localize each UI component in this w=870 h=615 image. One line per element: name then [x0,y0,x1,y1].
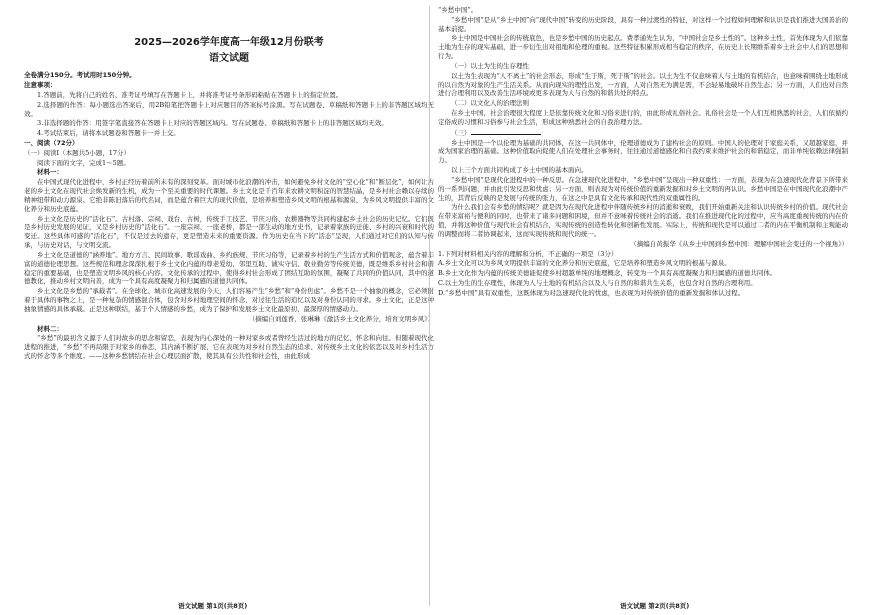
note-item: 3.非选择题的作答：用签字笔直接答在答题卡上对应的答题区域内。写在试题卷、草稿纸和答题卡上的非答题区域均无效。 [37,119,388,128]
reading-instruction: 阅读下面的文字，完成1～5题。 [37,158,130,167]
material-source: （摘编自刘莲香、张琳琳《激活乡土文化养分，培育文明乡风》） [248,314,434,323]
question-stem: 1.下列对材料相关内容的理解和分析，不正确的一项是（3分） [438,249,618,258]
material-paragraph: “乡愁中国”是从“乡土中国”向“现代中国”转变的历史阶段，具有一种过渡性的特征，对这样一个过程如何理解和认识是我们推进大国善治的基本前提。 [438,15,848,33]
question-option: B.乡土文化作为内蕴的传统美德能促使乡村超越单纯的地理概念，转变为一个具有高度凝聚力和归属感的道德共同体。 [438,269,777,278]
material-paragraph: 在乡土中国，社会治理很大程度上是依靠传统文化和习俗来进行的，由此形成礼俗社会。礼俗社会是一个人们互相熟悉的社会，人们依循约定俗成的习惯和习俗参与社会生活，形成这种熟悉社会的自我治理方法。 [438,109,848,126]
page-divider [429,6,430,606]
question-option: D.“乡愁中国”具有双重性，这既体现为对急速现代化的忧虑，也表现为对传统价值的重新发掘和体认过程。 [438,288,745,297]
exam-title: 2025—2026学年度高一年级12月份联考 [134,37,324,48]
point-heading-blank [438,128,848,138]
page-footer-right: 语文试题 第2页(共8页) [620,602,690,610]
question-option: C.以土为生的生存理性，体现为人与土地的有机结合以及人与自然的和谐共生关系，也包含对自然的合理利用。 [438,279,757,288]
material-paragraph: 乡土文化是乡愁的“承载者”。在全球化、城市化高速发展的今天，人们容易产生“乡愁”和“身份焦虑”。乡愁不是一个抽象的概念，它必须附着于具体的事物之上，是一种复杂的情感混合体，包含对乡村地理空间的怀念、对过往生活的追忆以及对身份认同的寻求。乡土文化，正是这种抽象情感的具体承载。正是这种联结，基于个人情感的乡愁，成为了保护和发展乡土文化最原初、最深厚的情感动力。 [24,287,434,313]
material-label: 材料一： [37,168,63,177]
section-heading: 一、阅读（72分） [24,138,79,147]
page-footer-left: 语文试题 第1页(共8页) [178,602,248,610]
notes-heading: 注意事项： [24,81,57,90]
left-page [24,6,434,362]
material-paragraph: 在中国式现代化进程中，乡村正经历着前所未有的深刻变革。面对城市化浪潮的冲击，如何避免乡村文化的“空心化”和“断层化”，如何让古老的乡土文化在现代社会焕发新的生机，成为一个至关重要的时代课题。乡土文化是千百年来农耕文明积淀的智慧结晶，是乡村社会赖以存续的精神纽带和动力源泉。它绝非陈旧落后的代名词，而是蕴含着巨大的现代价值，是培养和塑造乡风文明的根基和源泉，为乡风文明提供丰富的文化养分和历史底蕴。 [24,178,434,213]
point-heading: （一）以土为生的生存理性 [451,61,529,70]
material-paragraph: “乡愁中国”。 [438,6,478,14]
score-line: 全卷满分150分。考试用时150分钟。 [24,71,136,80]
right-page [438,6,848,299]
material-paragraph: 乡土文化是道德的“涵养地”。地方方言、民间故事、歌谣戏曲、乡约族规、节庆习俗等，记录着乡村的生产生活方式和价值观念，蕴含着丰富的道德伦理思想。这些规范和理念深深扎根于乡土文化内蕴的尊老爱幼、邻里互助、诚实守信、敬业勤劳等传统美德，既是维系乡村社会和谐稳定的重要基础，也是塑造文明乡风的核心内容。文化传承的过程中，使得乡村社会形成了团结互助的氛围，凝聚了共同的价值认同，其中的道德教化，推动乡村文明向善，成为一个具有高度凝聚力和归属感的道德共同体。 [24,250,434,286]
point-heading-prefix: （三） [451,128,471,137]
material-paragraph: 以上三个方面共同构成了乡土中国的基本面向。 [451,166,588,175]
material-paragraph: 以土为生表现为“人不离土”的社会形态，形成“生于斯，死于斯”的社会。以土为生不仅意味着人与土地的有机结合，也意味着围绕土地形成的以自然为对象的生产生活关系。从而向现实的理性出发，一方面，人对自然无为满足需，不会轻易地破坏自然生态；另一方面，人们也对自然进行合理利用以及改善生活环境或更多表现为人与自然的和谐共处的特点。 [438,71,848,98]
point-heading: （二）以文化人的治理法则 [451,99,529,108]
fill-in-blank [471,128,541,135]
question-option: A.乡土文化可以为乡风文明提供丰富的文化养分和历史底蕴，它是培养和塑造乡风文明的根基与源泉。 [438,259,731,268]
note-item: 4.考试结束后，请将本试题卷和答题卡一并上交。 [37,129,180,138]
material-paragraph: 乡土中国是中国社会的传统底色，也是乡愁中国的历史起点。费孝通先生认为，“中国社会是乡土性的”。这种乡土性，首先体现为人们依靠土地为生存的现实基础，进一步衍生出对祖地和伦理的重视。这些特征积累形成相当稳定的秩序，在历史上长期维系着乡土社会中人们的思想和行为。 [438,34,848,61]
material-label: 材料二： [37,324,63,333]
subsection-heading: （一）阅读Ⅰ（本题共5小题，17分） [24,148,130,157]
material-paragraph: “乡愁”的最初含义源于人们对故乡的思念和留恋，表现为内心深处的一种对家乡或者曾经生活过的地方的记忆、怀念和向往。但随着现代化进程的推进，“乡愁”不再局限于对家乡的眷恋，其内涵不断扩展，它在表现为对乡村自然生态的追求、对传统乡土文化的依恋以及对乡村生活方式的怀念等多个维度。——这种乡愁情结在社会心理层面扩散，使其具有公共性和社会性，由此形成 [24,334,434,361]
exam-subtitle: 语文试题 [209,52,249,64]
material-paragraph: 乡土中国是一个以伦理为基础的共同体，在这一共同体中，伦理道德成为了建构社会的原则。中国人的伦理对于家庭关系，又超越家庭，并成为国家治理的基础。这种价值取向促使人们在处理社会事务时，往往通过道德感化和自我约束来维护社会的和谐稳定，而非单纯依赖法律强制力。 [438,138,848,165]
material-source: （摘编自黄振华《从乡土中国到乡愁中国：理解中国社会变迁的一个视角》） [630,239,848,248]
note-item: 2.选择题的作答：每小题选出答案后，用2B铅笔把答题卡上对应题目的答案标号涂黑。写在试题卷、草稿纸和答题卡上的非答题区域均无效。 [24,100,434,118]
material-paragraph: 乡土文化是历史的“活化石”。古村落、宗祠、戏台、古树，传统手工技艺、节庆习俗、农耕器物等共同构建起乡土社会的历史记忆。它们既是乡村历史发展的见证，又是乡村历史的“活化石”。一座宗祠、一座老桥，都是一部生动的地方史书，记录着家族的迁徙、乡村的兴衰和时代的变迁。这些具体可感的“活化石”，不仅是过去的遗存，更是塑造未来的重要资源。作为历史在当下的“活态”呈现，人们通过对它们的认知与传承，与历史对话，与文明交流。 [24,214,434,250]
material-paragraph: 为什么我们会有乡愁的情结呢？就是因为在现代化进程中伴随传统乡村的消逝和衰败，我们开始重新关注和认识传统乡村的价值。现代社会在带来富裕与便利的同时，也带来了诸多问题和困境，但并不意味着传统社会的消逝。我们在推进现代化的过程中，应当高度重视传统的内在价值，并将这种价值与现代社会有机结合，实现传统的创造性转化和创新性发展。实际上，传统和现代是可以通过二者的内在平衡机制和主观能动的调整而将二者协调起来，这而实现传统和现代的统一。 [438,203,848,238]
note-item: 1.答题前，先将自己的姓名、准考证号填写在答题卡上，并将准考证号条形码粘贴在答题卡上的指定位置。 [37,90,343,99]
material-paragraph: “乡愁中国”是现代化进程中的一种反思。在急速现代化进程中，“乡愁中国”呈现出一种双重性：一方面，表现为在急速现代化背景下所带来的一系列问题，并由此引发反思和忧虑；另一方面，则表现为对传统价值的重新发掘和对乡土文明的再认识。乡愁中国是在中国现代化浪潮中产生的，其背后反映的是发展与传统的张力，在这之中是具有文化传承和现代性的双重属性的。 [438,175,848,202]
